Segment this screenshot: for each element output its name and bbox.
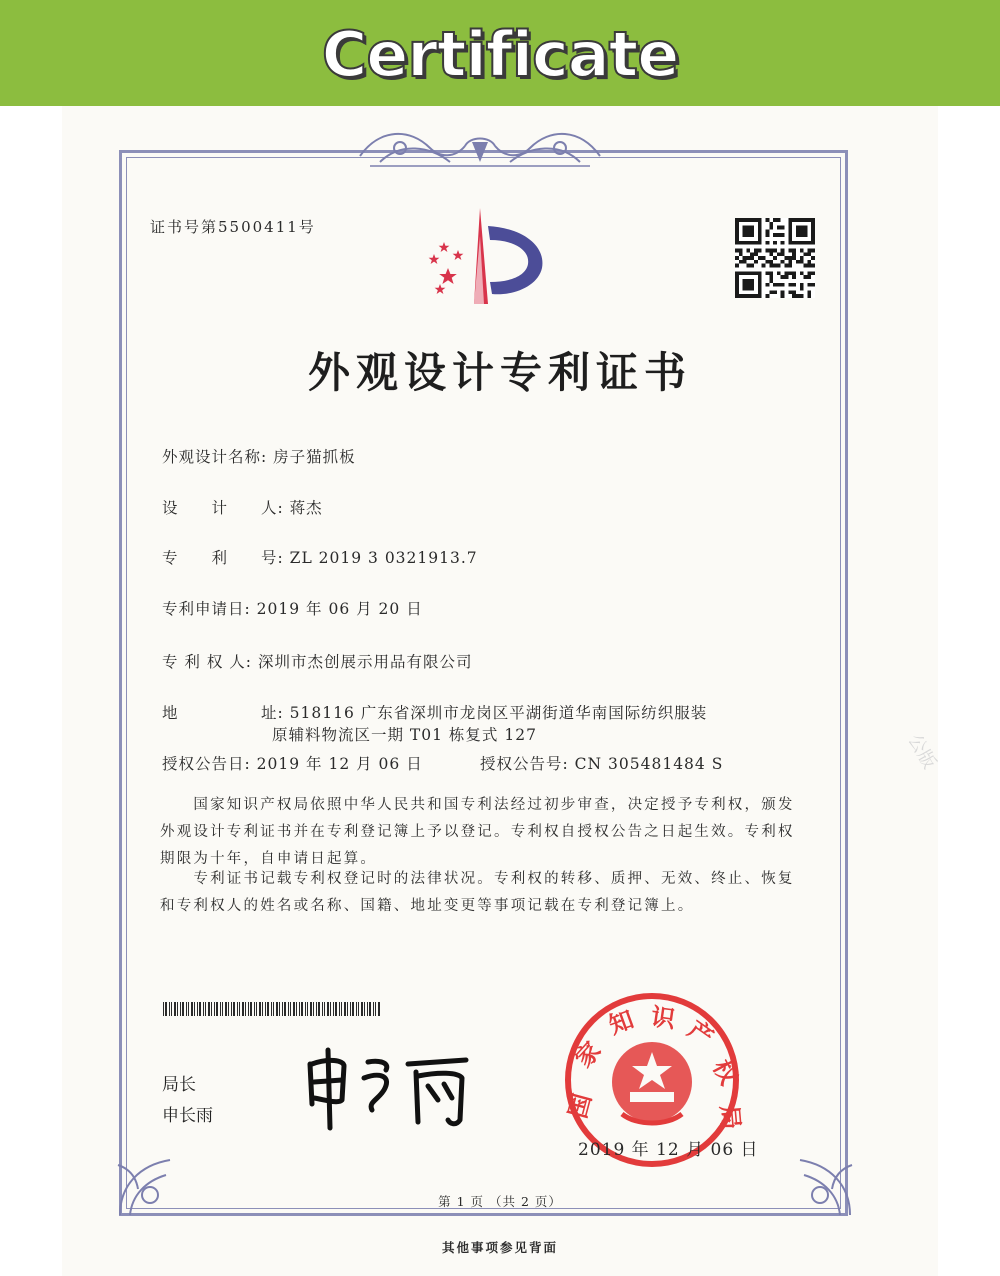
- director-signature: [298, 1042, 488, 1132]
- barcode-bar: [225, 1002, 227, 1016]
- patent-number-row: [162, 546, 478, 568]
- barcode-bar: [163, 1002, 164, 1016]
- barcode-bar: [271, 1002, 272, 1016]
- barcode-bar: [267, 1002, 269, 1016]
- header-banner: [0, 0, 1000, 106]
- barcode-bar: [203, 1002, 204, 1016]
- barcode-bar: [356, 1002, 357, 1016]
- barcode-bar: [205, 1002, 206, 1016]
- footer-note: 其他事项参见背面: [441, 1240, 558, 1255]
- barcode-bar: [301, 1002, 303, 1016]
- barcode: [163, 1002, 383, 1016]
- barcode-bar: [188, 1002, 189, 1016]
- certificate-number: 证书号第5500411号: [150, 218, 316, 236]
- barcode-bar: [239, 1002, 240, 1016]
- grant-number-value: CN 305481484 S: [574, 755, 724, 773]
- barcode-bar: [180, 1002, 181, 1016]
- barcode-bar: [293, 1002, 295, 1016]
- barcode-bar: [327, 1002, 329, 1016]
- barcode-bar: [339, 1002, 340, 1016]
- barcode-bar: [256, 1002, 257, 1016]
- barcode-bar: [296, 1002, 297, 1016]
- barcode-bar: [245, 1002, 246, 1016]
- address-label: 地 址:: [162, 704, 284, 722]
- top-ornament: [340, 118, 620, 178]
- barcode-bar: [165, 1002, 167, 1016]
- designer-row: [162, 496, 323, 518]
- svg-text:知: 知: [604, 1004, 638, 1040]
- barcode-bar: [265, 1002, 266, 1016]
- declaration-paragraph-1: 国家知识产权局依照中华人民共和国专利法经过初步审查，决定授予专利权，颁发外观设计专利证书并在专利登记簿上予以登记。专利权自授权公告之日起生效。专利权期限为十年，自申请日起算。: [160, 797, 795, 867]
- patent-number-label: 专 利 号:: [162, 549, 284, 567]
- barcode-bar: [305, 1002, 306, 1016]
- barcode-bar: [358, 1002, 359, 1016]
- barcode-bar: [191, 1002, 193, 1016]
- barcode-bar: [347, 1002, 348, 1016]
- filing-date-row: [162, 597, 423, 619]
- barcode-bar: [341, 1002, 342, 1016]
- barcode-bar: [318, 1002, 320, 1016]
- patentee-row: [162, 650, 472, 672]
- barcode-bar: [369, 1002, 371, 1016]
- barcode-bar: [259, 1002, 261, 1016]
- barcode-bar: [273, 1002, 274, 1016]
- barcode-bar: [222, 1002, 223, 1016]
- barcode-bar: [313, 1002, 314, 1016]
- barcode-bar: [254, 1002, 255, 1016]
- barcode-bar: [233, 1002, 235, 1016]
- patent-number-value: ZL 2019 3 0321913.7: [289, 549, 478, 567]
- barcode-bar: [361, 1002, 363, 1016]
- barcode-bar: [211, 1002, 212, 1016]
- barcode-bar: [182, 1002, 184, 1016]
- design-name-row: [162, 445, 356, 467]
- barcode-bar: [228, 1002, 229, 1016]
- filing-date-value: 2019 年 06 月 20 日: [256, 600, 423, 618]
- barcode-bar: [250, 1002, 252, 1016]
- barcode-bar: [373, 1002, 374, 1016]
- bottom-right-ornament: [780, 1145, 860, 1225]
- designer-label: 设 计 人:: [162, 499, 284, 517]
- barcode-bar: [330, 1002, 331, 1016]
- svg-text:家: 家: [568, 1035, 607, 1073]
- barcode-bar: [279, 1002, 280, 1016]
- director-title: 局长: [162, 1075, 196, 1095]
- barcode-bar: [335, 1002, 337, 1016]
- barcode-bar: [237, 1002, 238, 1016]
- barcode-bar: [322, 1002, 323, 1016]
- barcode-bar: [186, 1002, 187, 1016]
- barcode-bar: [290, 1002, 291, 1016]
- page-indicator: 第 1 页 （共 2 页）: [438, 1194, 562, 1209]
- grant-number-row: [480, 752, 723, 774]
- barcode-bar: [174, 1002, 176, 1016]
- barcode-bar: [199, 1002, 201, 1016]
- banner-title: Certificate: [321, 18, 679, 91]
- barcode-bar: [352, 1002, 354, 1016]
- barcode-bar: [171, 1002, 172, 1016]
- barcode-bar: [242, 1002, 244, 1016]
- barcode-bar: [310, 1002, 312, 1016]
- design-name-label: 外观设计名称:: [162, 448, 268, 466]
- barcode-bar: [214, 1002, 215, 1016]
- seal-date: 2019 年 12 月 06 日: [578, 1140, 759, 1160]
- address-line-2: 原辅料物流区一期 T01 栋复式 127: [272, 726, 537, 744]
- address-row: [162, 701, 707, 723]
- barcode-bar: [367, 1002, 368, 1016]
- barcode-bar: [216, 1002, 218, 1016]
- barcode-bar: [307, 1002, 308, 1016]
- barcode-bar: [350, 1002, 351, 1016]
- barcode-bar: [231, 1002, 232, 1016]
- svg-text:权: 权: [707, 1054, 744, 1090]
- barcode-bar: [220, 1002, 221, 1016]
- barcode-bar: [344, 1002, 346, 1016]
- side-watermark: 公版: [903, 730, 940, 773]
- svg-text:识: 识: [649, 1001, 678, 1034]
- barcode-bar: [194, 1002, 195, 1016]
- grant-number-label: 授权公告号:: [480, 755, 569, 773]
- designer-value: 蒋杰: [289, 499, 323, 517]
- barcode-bar: [169, 1002, 170, 1016]
- design-name-value: 房子猫抓板: [273, 448, 356, 466]
- svg-text:国: 国: [562, 1090, 597, 1122]
- barcode-bar: [378, 1002, 380, 1016]
- director-name: 申长雨: [162, 1106, 213, 1126]
- certificate-title: 外观设计专利证书: [307, 348, 692, 397]
- barcode-bar: [177, 1002, 178, 1016]
- patentee-label: 专 利 权 人:: [162, 653, 253, 671]
- grant-date-row: [162, 752, 423, 774]
- barcode-bar: [284, 1002, 286, 1016]
- svg-text:产: 产: [682, 1014, 720, 1052]
- barcode-bar: [208, 1002, 210, 1016]
- barcode-bar: [364, 1002, 365, 1016]
- address-line-1: 518116 广东省深圳市龙岗区平湖街道华南国际纺织服装: [289, 704, 708, 722]
- barcode-bar: [324, 1002, 325, 1016]
- barcode-bar: [288, 1002, 289, 1016]
- patentee-value: 深圳市杰创展示用品有限公司: [257, 653, 473, 671]
- svg-text:局: 局: [714, 1104, 746, 1131]
- qr-code: [735, 218, 815, 298]
- grant-date-value: 2019 年 12 月 06 日: [256, 755, 423, 773]
- filing-date-label: 专利申请日:: [162, 600, 251, 618]
- barcode-bar: [248, 1002, 249, 1016]
- barcode-bar: [316, 1002, 317, 1016]
- barcode-bar: [375, 1002, 376, 1016]
- barcode-bar: [262, 1002, 263, 1016]
- barcode-bar: [276, 1002, 278, 1016]
- declaration-paragraph-2: 专利证书记载专利权登记时的法律状况。专利权的转移、质押、无效、终止、恢复和专利权人的姓名或名称、国籍、地址变更等事项记载在专利登记簿上。: [160, 871, 795, 914]
- barcode-bar: [299, 1002, 300, 1016]
- bottom-left-ornament: [110, 1145, 190, 1225]
- grant-date-label: 授权公告日:: [162, 755, 251, 773]
- barcode-bar: [333, 1002, 334, 1016]
- barcode-bar: [197, 1002, 198, 1016]
- barcode-bar: [282, 1002, 283, 1016]
- patent-office-logo: [418, 206, 548, 308]
